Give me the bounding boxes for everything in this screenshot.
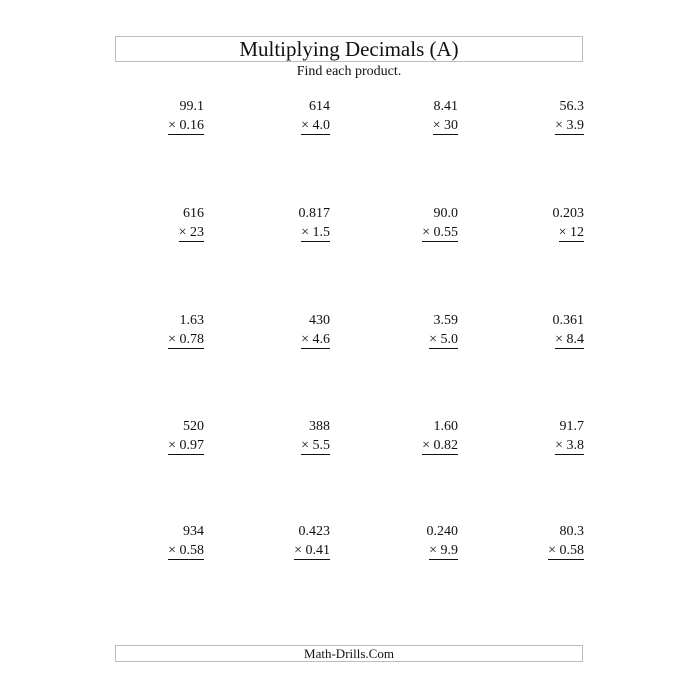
problem-multiplicand: 616	[183, 206, 204, 221]
problem-multiplier: × 1.5	[301, 225, 330, 240]
problem	[494, 204, 584, 242]
problem-multiplicand: 90.0	[433, 206, 458, 221]
problem	[368, 311, 458, 349]
problem-multiplicand: 1.63	[179, 313, 204, 328]
problem-multiplier: × 8.4	[555, 332, 584, 347]
problem	[368, 417, 458, 455]
problem-multiplicand: 3.59	[433, 313, 458, 328]
problem-multiplicand: 520	[183, 419, 204, 434]
worksheet-footer: Math-Drills.Com	[115, 645, 583, 662]
problem-multiplier: × 0.16	[168, 118, 204, 133]
problem	[114, 204, 204, 242]
problem	[240, 417, 330, 455]
problem	[494, 311, 584, 349]
problem	[494, 417, 584, 455]
problem	[240, 97, 330, 135]
problem-multiplier: × 12	[558, 225, 584, 240]
problem	[368, 97, 458, 135]
problem-multiplier: × 4.0	[301, 118, 330, 133]
problem-multiplicand: 0.203	[552, 206, 584, 221]
problem-multiplier: × 0.58	[548, 543, 584, 558]
problem-multiplicand: 388	[309, 419, 330, 434]
problem-multiplicand: 56.3	[559, 99, 584, 114]
problem-multiplier: × 0.78	[168, 332, 204, 347]
problem-multiplicand: 0.423	[298, 524, 330, 539]
problem-multiplier: × 4.6	[301, 332, 330, 347]
problem-multiplier: × 0.55	[422, 225, 458, 240]
problem	[114, 417, 204, 455]
worksheet-instructions: Find each product.	[296, 64, 402, 79]
problem	[494, 522, 584, 560]
problem-multiplicand: 430	[309, 313, 330, 328]
problem	[240, 522, 330, 560]
problem-multiplicand: 0.817	[298, 206, 330, 221]
problem-multiplier: × 30	[432, 118, 458, 133]
problem-multiplicand: 1.60	[433, 419, 458, 434]
problem	[494, 97, 584, 135]
problem	[368, 522, 458, 560]
problem-multiplicand: 80.3	[559, 524, 584, 539]
problem-multiplicand: 91.7	[559, 419, 584, 434]
worksheet-title: Multiplying Decimals (A)	[115, 36, 583, 62]
problem-multiplier: × 0.82	[422, 438, 458, 453]
problem-multiplier: × 9.9	[429, 543, 458, 558]
problem	[240, 311, 330, 349]
problem-multiplier: × 3.9	[555, 118, 584, 133]
problem	[114, 97, 204, 135]
problem-multiplier: × 0.58	[168, 543, 204, 558]
problem	[240, 204, 330, 242]
problem	[368, 204, 458, 242]
problem-multiplicand: 614	[309, 99, 330, 114]
problem-multiplier: × 23	[178, 225, 204, 240]
problem-multiplicand: 8.41	[433, 99, 458, 114]
problem	[114, 522, 204, 560]
problem-multiplier: × 0.41	[294, 543, 330, 558]
problem-multiplicand: 0.240	[426, 524, 458, 539]
problem	[114, 311, 204, 349]
problem-multiplier: × 5.5	[301, 438, 330, 453]
problem-multiplier: × 3.8	[555, 438, 584, 453]
problem-multiplier: × 0.97	[168, 438, 204, 453]
problem-multiplier: × 5.0	[429, 332, 458, 347]
problem-multiplicand: 934	[183, 524, 204, 539]
problem-multiplicand: 0.361	[552, 313, 584, 328]
problem-multiplicand: 99.1	[179, 99, 204, 114]
